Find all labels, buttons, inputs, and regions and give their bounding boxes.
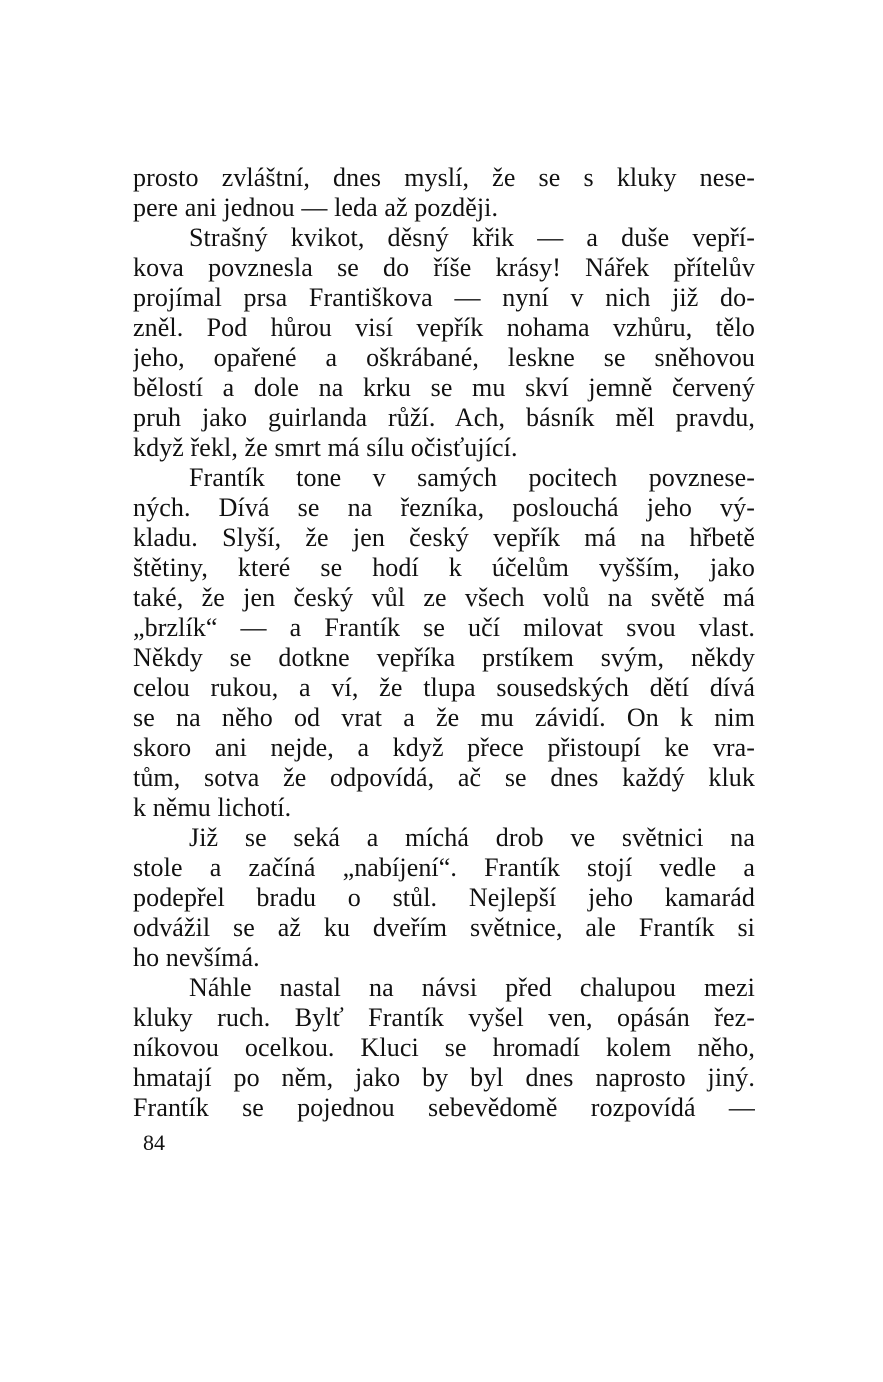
text-line: Náhle nastal na návsi před chalupou mezi [189, 973, 755, 1002]
text-line: také, že jen český vůl ze všech volů na světě má [133, 583, 755, 612]
text-line: níkovou ocelkou. Kluci se hromadí kolem něho, [133, 1033, 755, 1062]
page-body [133, 163, 755, 1123]
text-line: kladu. Slyší, že jen český vepřík má na hřbetě [133, 523, 755, 552]
text-line: jeho, opařené a oškrábané, leskne se sněhovou [133, 343, 755, 372]
text-line: štětiny, které se hodí k účelům vyšším, jako [133, 553, 755, 582]
text-line: celou rukou, a ví, že tlupa sousedských dětí dívá [133, 673, 755, 702]
text-line: bělostí a dole na krku se mu skví jemně červený [133, 373, 755, 402]
text-line: Frantík se pojednou sebevědomě rozpovídá — [133, 1093, 755, 1122]
text-line: hmatají po něm, jako by byl dnes naprosto jiný. [133, 1063, 755, 1092]
text-line: tům, sotva že odpovídá, ač se dnes každý kluk [133, 763, 755, 792]
text-line: odvážil se až ku dveřím světnice, ale Frantík si [133, 913, 755, 942]
text-line: Strašný kvikot, děsný křik — a duše vepří- [189, 223, 755, 252]
text-line: podepřel bradu o stůl. Nejlepší jeho kamarád [133, 883, 755, 912]
text-line: ho nevšímá. [133, 943, 260, 972]
text-line: zněl. Pod hůrou visí vepřík nohama vzhůru, tělo [133, 313, 755, 342]
text-line: Někdy se dotkne vepříka prstíkem svým, někdy [133, 643, 755, 672]
text-line: když řekl, že smrt má sílu očisťující. [133, 433, 518, 462]
text-line: se na něho od vrat a že mu závidí. On k nim [133, 703, 755, 732]
page-number: 84 [143, 1130, 165, 1155]
text-line: Frantík tone v samých pocitech povznese- [189, 463, 755, 492]
text-line: prosto zvláštní, dnes myslí, že se s kluky nese- [133, 163, 755, 192]
text-line: projímal prsa Františkova — nyní v nich již do- [133, 283, 755, 312]
text-line: k němu lichotí. [133, 793, 292, 822]
text-line: skoro ani nejde, a když přece přistoupí ke vra- [133, 733, 755, 762]
text-line: pruh jako guirlanda růží. Ach, básník měl pravdu, [133, 403, 755, 432]
text-line: stole a začíná „nabíjení“. Frantík stojí vedle a [133, 853, 755, 882]
text-line: pere ani jednou — leda až později. [133, 193, 499, 222]
text-line: ných. Dívá se na řezníka, poslouchá jeho vý- [133, 493, 755, 522]
text-line: Již se seká a míchá drob ve světnici na [189, 823, 755, 852]
text-line: kova povznesla se do říše krásy! Nářek přítelův [133, 253, 755, 282]
text-line: kluky ruch. Bylť Frantík vyšel ven, opásán řez- [133, 1003, 755, 1032]
text-line: „brzlík“ — a Frantík se učí milovat svou vlast. [133, 613, 755, 642]
